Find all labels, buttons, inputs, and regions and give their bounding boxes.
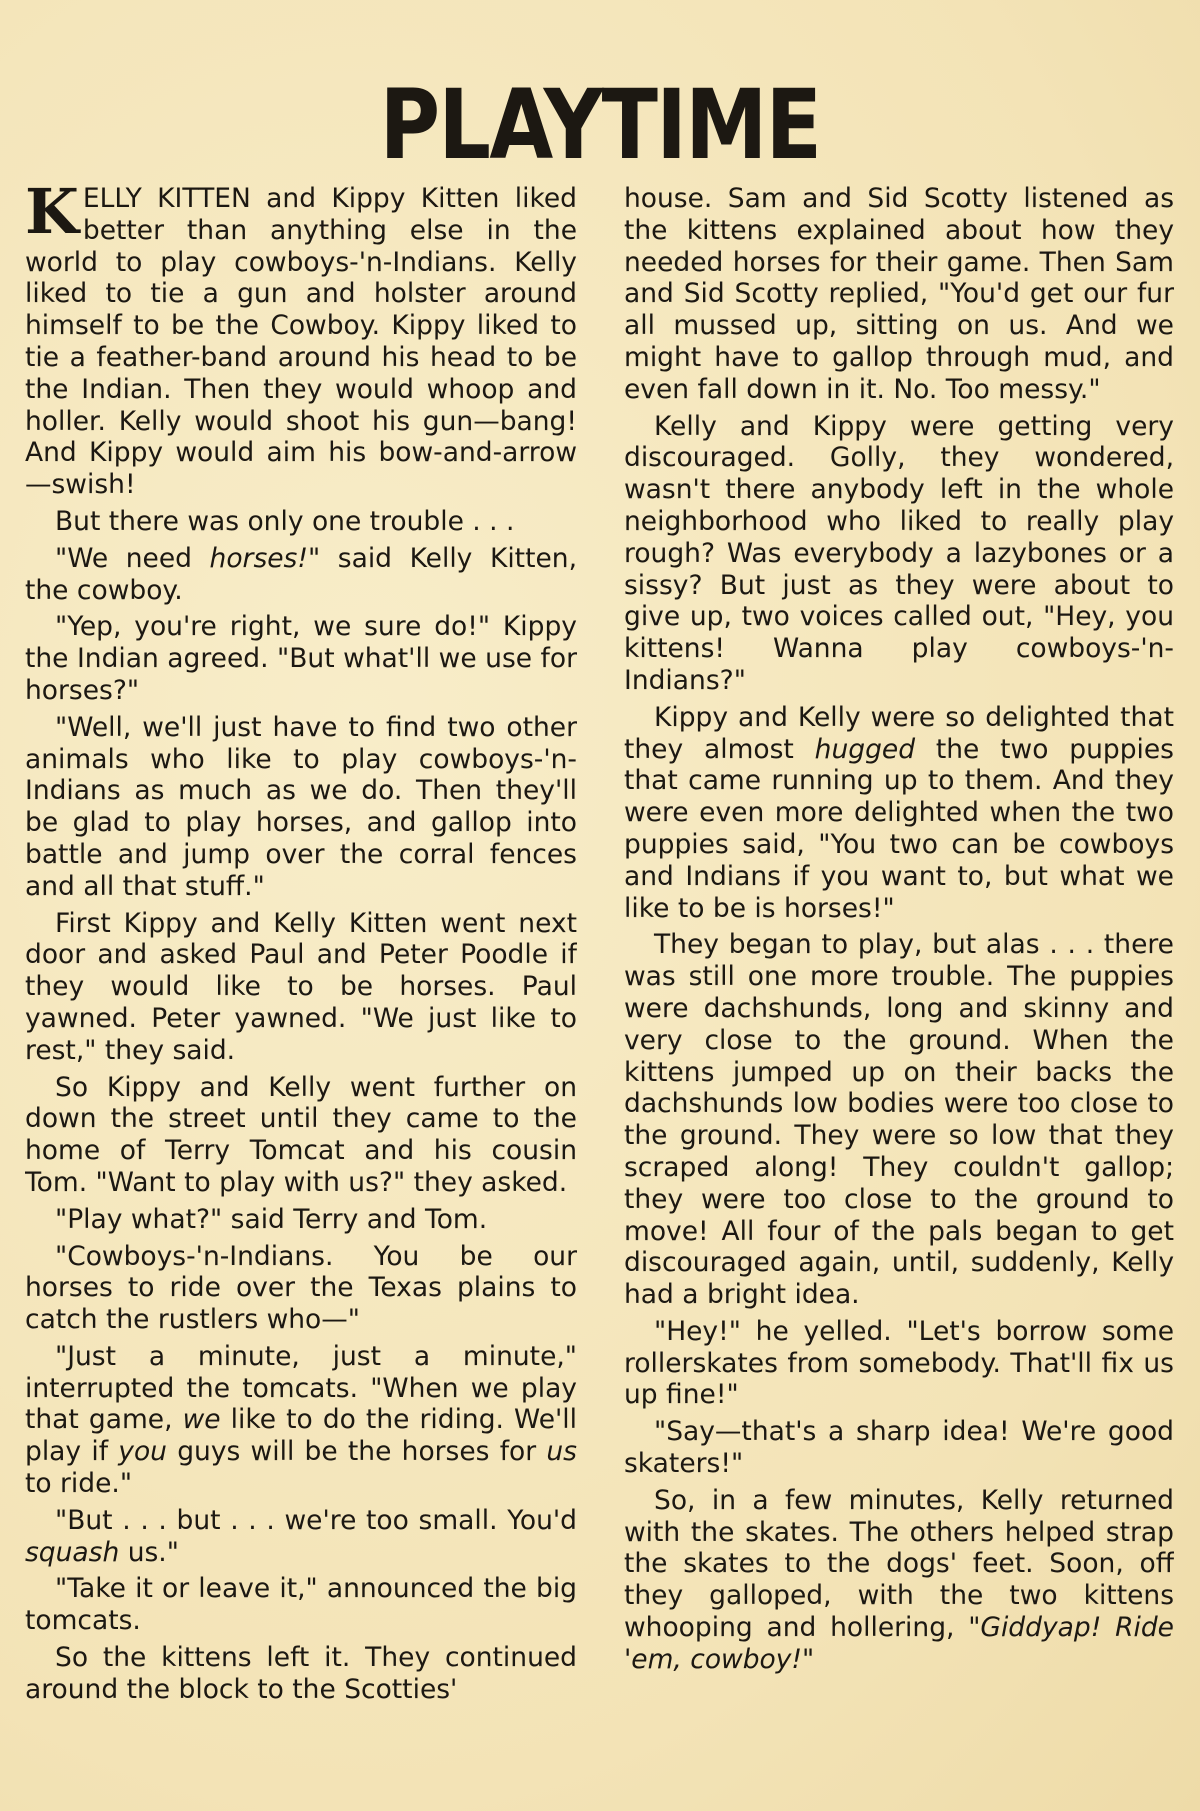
paragraph-2: But there was only one trouble . . . xyxy=(55,505,515,537)
page-title: PLAYTIME xyxy=(379,69,821,181)
paragraph-5: "Well, we'll just have to find two other animals who like to play cowboys-'n-Indians as much as we do. Then they'll be glad to play horses, and gallop into battle and jump over the corral fences and all that stuff." xyxy=(25,711,577,902)
story-column-left xyxy=(25,183,577,1783)
paragraph-18: "Hey!" he yelled. "Let's borrow some rollerskates from somebody. That'll fix us up fine!" xyxy=(624,1315,1174,1411)
paragraph-15: Kelly and Kippy were getting very discouraged. Golly, they wondered, wasn't there anybody left in the whole neighborhood who liked to really play rough? Was everybody a lazybones or a sissy? But just as they were about to give up, two voices called out, "Hey, you kittens! Wanna play cowboys-'n-Indians?" xyxy=(624,410,1174,696)
paragraph-4: "Yep, you're right, we sure do!" Kippy the Indian agreed. "But what'll we use for horses?" xyxy=(25,611,577,706)
paragraph-8: "Play what?" said Terry and Tom. xyxy=(55,1203,488,1235)
paragraph-14: house. Sam and Sid Scotty listened as the kittens explained about how they needed horses for their game. Then Sam and Sid Scotty replied, "You'd get our fur all mussed up, sitting on us. And we might have to gallop through mud, and even fall down in it. No. Too messy." xyxy=(624,183,1174,405)
drop-cap: K xyxy=(25,183,79,248)
paragraph-13: So the kittens left it. They continued around the block to the Scotties' xyxy=(25,1642,577,1705)
paragraph-3: "We need horses!" said Kelly Kitten, the cowboy. xyxy=(25,542,577,606)
story-column-right xyxy=(624,183,1174,1783)
paragraph-1: KELLY KITTEN and Kippy Kitten liked better than anything else in the world to play cowboys-'n-Indians. Kelly liked to tie a gun and holster around himself to be the Cowboy. Kippy liked to tie a feather-band around his head to be the Indian. Then they would whoop and holler. Kelly would shoot his gun—bang! And Kippy would aim his bow-and-arrow—swish! xyxy=(25,183,577,501)
paragraph-9: "Cowboys-'n-Indians. You be our horses to ride over the Texas plains to catch the rustlers who—" xyxy=(25,1240,577,1336)
paragraph-10: "Just a minute, just a minute," interrupted the tomcats. "When we play that game, we like to do the riding. We'll play if you guys will be the horses for us to ride." xyxy=(25,1340,577,1500)
paragraph-7: So Kippy and Kelly went further on down the street until they came to the home of Terry Tomcat and his cousin Tom. "Want to play with us?" they asked. xyxy=(25,1071,577,1198)
paragraph-19: "Say—that's a sharp idea! We're good skaters!" xyxy=(624,1416,1174,1480)
paragraph-11: "But . . . but . . . we're too small. You'd squash us." xyxy=(25,1504,577,1568)
paragraph-17: They began to play, but alas . . . there was still one more trouble. The puppies were dachshunds, long and skinny and very close to the ground. When the kittens jumped up on their backs the dachshunds low bodies were too close to the ground. They were so low that they scraped along! They couldn't gallop; they were too close to the ground to move! All four of the pals began to get discouraged again, until, suddenly, Kelly had a bright idea. xyxy=(624,929,1174,1311)
paragraph-20: So, in a few minutes, Kelly returned with the skates. The others helped strap the skates to the dogs' feet. Soon, off they galloped, with the two kittens whooping and hollering, "Giddyap! Ride 'em, cowboy!" xyxy=(624,1484,1174,1675)
paragraph-12: "Take it or leave it," announced the big tomcats. xyxy=(25,1573,577,1637)
paragraph-16: Kippy and Kelly were so delighted that they almost hugged the two puppies that came running up to them. And they were even more delighted when the two puppies said, "You two can be cowboys and Indians if you want to, but what we like to be is horses!" xyxy=(624,701,1174,924)
paragraph-6: First Kippy and Kelly Kitten went next door and asked Paul and Peter Poodle if they would like to be horses. Paul yawned. Peter yawned. "We just like to rest," they said. xyxy=(25,907,577,1066)
